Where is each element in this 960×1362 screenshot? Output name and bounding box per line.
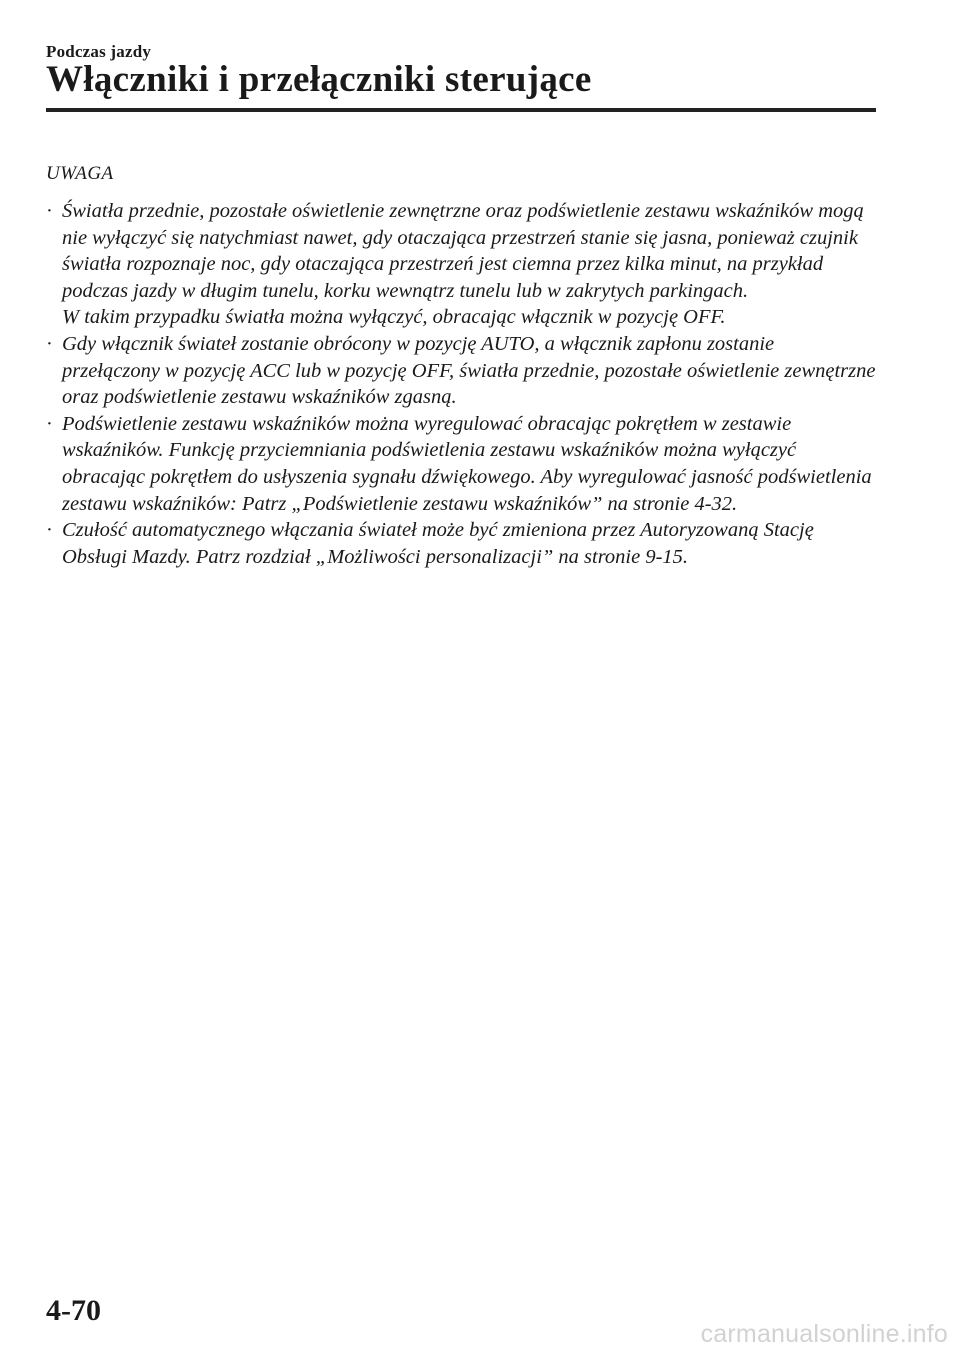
note-list: [46, 198, 876, 570]
note-paragraph: W takim przypadku światła można wyłączyć, obracając włącznik w pozycję OFF.: [62, 306, 726, 329]
note-paragraph: Czułość automatycznego włączania świateł może być zmieniona przez Autoryzowaną Stację Obsługi Mazdy. Patrz rozdział „Możliwości personalizacji” na stronie 9-15.: [62, 519, 814, 568]
page-title: Włączniki i przełączniki sterujące: [46, 59, 592, 100]
note-paragraph: Podświetlenie zestawu wskaźników można wyregulować obracając pokrętłem w zestawie wskaźników. Funkcję przyciemniania podświetlenia zestawu wskaźników można wyłączyć obracając pokrętłem do usłyszenia sygnału dźwiękowego. Aby wyregulować jasność podświetlenia zestawu wskaźników: Patrz „Podświetlenie zestawu wskaźników” na stronie 4-32.: [62, 412, 872, 515]
page-number: 4-70: [46, 1294, 101, 1327]
bullet-icon: ·: [46, 519, 53, 542]
header-divider: [46, 108, 876, 112]
note-heading: UWAGA: [46, 163, 114, 184]
section-label: Podczas jazdy: [46, 42, 152, 61]
note-item: [46, 411, 876, 517]
watermark: carmanualsonline.info: [700, 1320, 948, 1348]
note-item: [46, 198, 876, 331]
note-item: [46, 517, 876, 570]
bullet-icon: ·: [46, 200, 53, 222]
note-paragraph: Gdy włącznik świateł zostanie obrócony w pozycję AUTO, a włącznik zapłonu zostanie przełączony w pozycję ACC lub w pozycję OFF, światła przednie, pozostałe oświetlenie zewnętrzne oraz podświetlenie zestawu wskaźników zgasną.: [62, 332, 876, 409]
bullet-icon: ·: [46, 332, 53, 355]
note-item: [46, 331, 876, 411]
note-paragraph: Światła przednie, pozostałe oświetlenie zewnętrzne oraz podświetlenie zestawu wskaźników mogą nie wyłączyć się natychmiast nawet, gdy otaczająca przestrzeń stanie się jasna, ponieważ czujnik światła rozpoznaje noc, gdy otaczająca przestrzeń jest ciemna przez kilka minut, na przykład podczas jazdy w długim tunelu, korku wewnątrz tunelu lub w zakrytych parkingach.: [62, 200, 864, 302]
bullet-icon: ·: [46, 412, 53, 435]
